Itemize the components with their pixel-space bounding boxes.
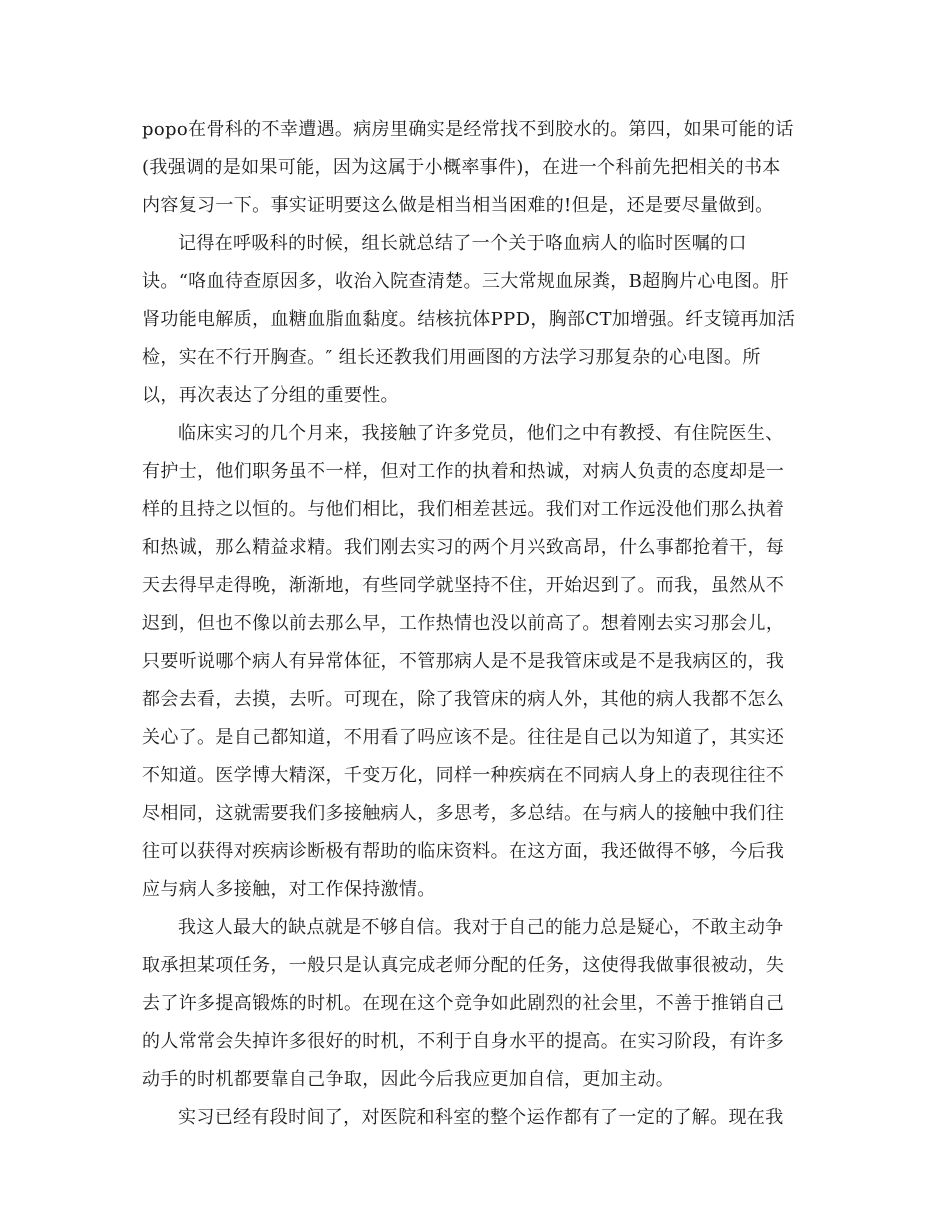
text-line: 样的且持之以恒的。与他们相比，我们相差甚远。我们对工作远没他们那么执着 bbox=[142, 499, 785, 520]
text-line: 有护士，他们职务虽不一样，但对工作的执着和热诚，对病人负责的态度却是一 bbox=[142, 461, 785, 482]
text-line: 肾功能电解质，血糖血脂血黏度。结核抗体PPD，胸部CT加增强。纤支镜再加活 bbox=[142, 309, 796, 330]
text-line: 尽相同，这就需要我们多接触病人，多思考，多总结。在与病人的接触中我们往 bbox=[142, 803, 785, 824]
text-line: 动手的时机都要靠自己争取，因此今后我应更加自信，更加主动。 bbox=[142, 1069, 675, 1090]
text-line: 天去得早走得晚，渐渐地，有些同学就坚持不住，开始迟到了。而我，虽然从不 bbox=[142, 575, 785, 596]
text-line: popo在骨科的不幸遭遇。病房里确实是经常找不到胶水的。第四，如果可能的话 bbox=[142, 119, 794, 140]
text-line: 都会去看，去摸，去听。可现在，除了我管床的病人外，其他的病人我都不怎么 bbox=[142, 689, 785, 710]
text-line: 和热诚，那么精益求精。我们刚去实习的两个月兴致高昂，什么事都抢着干，每 bbox=[142, 537, 785, 558]
text-line: 去了许多提高锻炼的时机。在现在这个竞争如此剧烈的社会里，不善于推销自己 bbox=[142, 993, 785, 1014]
paragraph-first-line: 临床实习的几个月来，我接触了许多党员，他们之中有教授、有住院医生、 bbox=[178, 423, 784, 444]
text-line: 以，再次表达了分组的重要性。 bbox=[142, 385, 399, 406]
paragraph-first-line: 实习已经有段时间了，对医院和科室的整个运作都有了一定的了解。现在我 bbox=[178, 1107, 784, 1128]
text-line: 往可以获得对疾病诊断极有帮助的临床资料。在这方面，我还做得不够，今后我 bbox=[142, 841, 785, 862]
text-line: 不知道。医学博大精深，千变万化，同样一种疾病在不同病人身上的表现往往不 bbox=[142, 765, 785, 786]
text-line: 取承担某项任务，一般只是认真完成老师分配的任务，这使得我做事很被动，失 bbox=[142, 955, 785, 976]
text-line: 内容复习一下。事实证明要这么做是相当相当困难的!但是，还是要尽量做到。 bbox=[142, 195, 774, 216]
text-line: 应与病人多接触，对工作保持激情。 bbox=[142, 879, 436, 900]
text-line: 只要听说哪个病人有异常体征，不管那病人是不是我管床或是不是我病区的，我 bbox=[142, 651, 785, 672]
text-line: 迟到，但也不像以前去那么早，工作热情也没以前高了。想着刚去实习那会儿， bbox=[142, 613, 785, 634]
text-line: 检，实在不行开胸查。″ 组长还教我们用画图的方法学习那复杂的心电图。所 bbox=[142, 347, 761, 368]
paragraph-first-line: 记得在呼吸科的时候，组长就总结了一个关于咯血病人的临时医嘱的口 bbox=[178, 233, 747, 254]
text-line: 的人常常会失掉许多很好的时机，不利于自身水平的提高。在实习阶段，有许多 bbox=[142, 1031, 785, 1052]
text-line: (我强调的是如果可能，因为这属于小概率事件)，在进一个科前先把相关的书本 bbox=[142, 157, 781, 178]
text-line: 关心了。是自己都知道，不用看了吗应该不是。往往是自己以为知道了，其实还 bbox=[142, 727, 785, 748]
paragraph-first-line: 我这人最大的缺点就是不够自信。我对于自己的能力总是疑心，不敢主动争 bbox=[178, 917, 784, 938]
text-line: 诀。“咯血待查原因多，收治入院查清楚。三大常规血尿粪，B超胸片心电图。肝 bbox=[142, 271, 790, 292]
